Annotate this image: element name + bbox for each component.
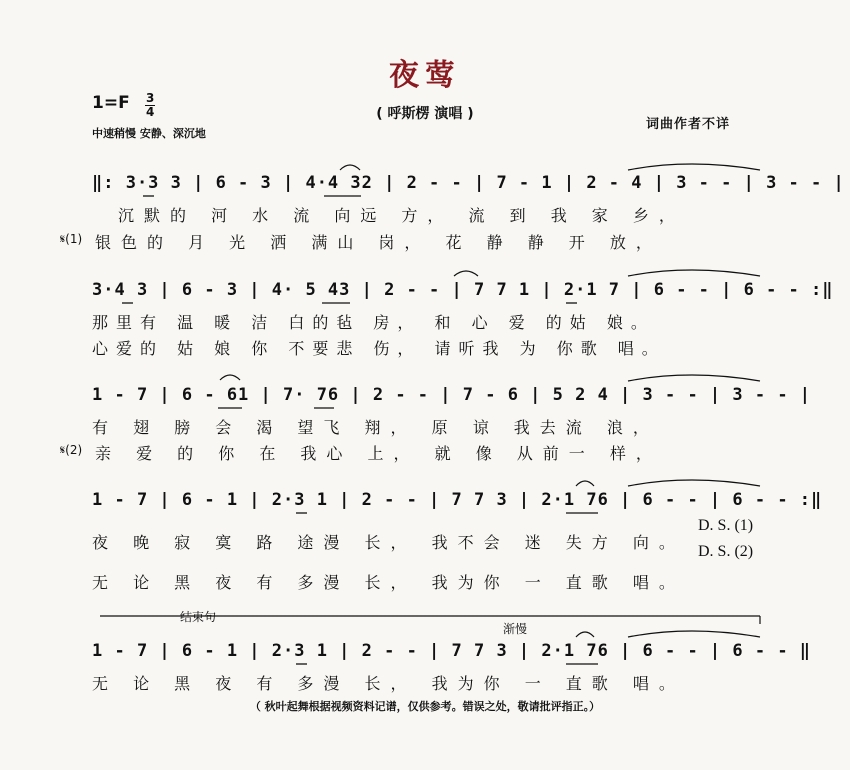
tie-line5-76 — [576, 632, 594, 637]
ds-2-marker: D. S. (2) — [698, 543, 754, 560]
notation-line-5: 1 - 7 | 6 - 1 | 2·3 1 | 2 - - | 7 7 3 | 2·1 76 | 6 - - | 6 - - ‖ — [92, 641, 812, 661]
key-signature: 1=F — [92, 93, 130, 113]
lyrics-line-2b: 心爱的 姑 娘 你 不要悲 伤， 请听我 为 你歌 唱。 — [92, 339, 666, 358]
composer-credit: 词曲作者不详 — [646, 117, 731, 132]
lyrics-line-1a: 沉默的 河 水 流 向远 方， 流 到 我 家 乡， — [118, 206, 685, 225]
lyrics-line-4a: 夜 晚 寂 寞 路 途漫 长， 我不会 迷 失方 向。 — [92, 533, 685, 552]
tie-line1-32 — [340, 165, 360, 170]
notation-line-4: 1 - 7 | 6 - 1 | 2·3 1 | 2 - - | 7 7 3 | 2·1 76 | 6 - - | 6 - - :‖ — [92, 490, 823, 510]
lyrics-line-2a: 那里有 温 暖 洁 白的毡 房， 和 心 爱 的姑 娘。 — [92, 313, 655, 332]
ending-phrase-label: 结束句 — [180, 610, 217, 624]
singer-credit: ( 呼斯楞 演唱 ) — [376, 106, 474, 122]
time-signature-top: 3 — [146, 91, 155, 105]
notation-line-1: ‖: 3·3 3 | 6 - 3 | 4·4 32 | 2 - - | 7 - 1 | 2 - 4 | 3 - - | 3 - - | — [92, 173, 845, 193]
lyrics-line-3a: 有 翅 膀 会 渴 望飞 翔， 原 谅 我去流 浪， — [92, 418, 659, 437]
notation-line-3: 1 - 7 | 6 - 61 | 7· 76 | 2 - - | 7 - 6 | 5 2 4 | 3 - - | 3 - - | — [92, 385, 812, 405]
ritardando-label: 渐慢 — [503, 622, 528, 636]
tie-line2-6 — [628, 270, 760, 276]
tie-line3-3 — [628, 375, 760, 381]
tie-line1-3 — [628, 164, 760, 170]
tie-line5-6 — [628, 631, 760, 637]
ds-1-marker: D. S. (1) — [698, 517, 754, 534]
notation-line-2: 3·4 3 | 6 - 3 | 4· 5 43 | 2 - - | 7 7 1 | 2·1 7 | 6 - - | 6 - - :‖ — [92, 280, 834, 300]
tempo-marking: 中速稍慢 安静、深沉地 — [92, 127, 206, 140]
segno-1-marker: 𝄋(1) — [60, 232, 83, 246]
tie-line4-6 — [628, 480, 760, 486]
lyrics-line-1b: 银色的 月 光 洒 满山 岗， 花 静 静 开 放， — [95, 233, 662, 252]
lyrics-line-3b: 亲 爱 的 你 在 我心 上， 就 像 从前一 样， — [95, 444, 662, 463]
lyrics-line-4b: 无 论 黑 夜 有 多漫 长， 我为你 一 直歌 唱。 — [92, 573, 685, 592]
lyrics-line-5: 无 论 黑 夜 有 多漫 长， 我为你 一 直歌 唱。 — [92, 674, 685, 693]
song-title: 夜莺 — [389, 58, 461, 93]
tie-line2-77 — [454, 271, 478, 276]
tie-line4-76 — [576, 481, 594, 486]
tie-line3-61 — [220, 375, 240, 380]
transcription-footnote: （ 秋叶起舞根据视频资料记谱，仅供参考。错误之处，敬请批评指正。） — [249, 700, 601, 713]
segno-2-marker: 𝄋(2) — [60, 443, 83, 457]
time-signature-bottom: 4 — [146, 105, 155, 119]
